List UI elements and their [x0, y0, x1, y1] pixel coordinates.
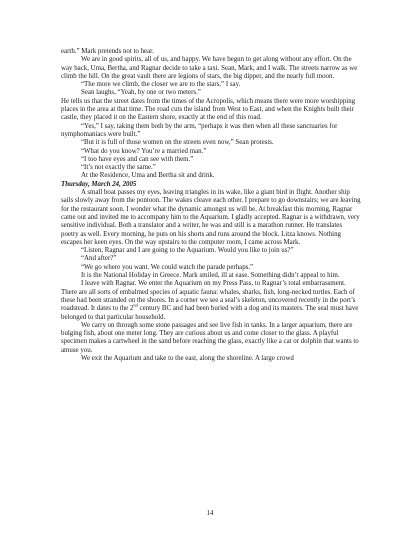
body-text — [61, 48, 361, 363]
paragraph-text: I leave with Ragnar. We enter the Aquarium on my Press Pass, to Ragnar’s total embarrassment. There are all sorts of embalmed species of aquatic fauna: whales, sharks, fish, long-necked turtles. Each of these had been stranded on the shores. In a corner we see a seal’s skeleton, uncovered recently in the port’s roadstead. It dates to the 2 — [61, 280, 356, 313]
superscript: nd — [133, 302, 138, 308]
paragraph: We are in good spirits, all of us, and happy. We have begun to get along without any effort. On the way back, Uma, Bertha, and Ragnar decide to take a taxi. Sean, Mark, and I walk. The streets narrow as we climb the hill. On the great vault there are legions of stars, the big dipper, and the nearly full moon. — [61, 56, 358, 80]
date-heading: Thursday, March 24, 2005 — [61, 180, 137, 188]
page-number: 14 — [206, 510, 214, 517]
paragraph-text: century BC and had been buried with a dog and its masters. The seal must have belonged to that particular household. — [61, 305, 359, 321]
paragraph: “The more we climb, the closer we are to the stars,” I say. — [81, 81, 241, 89]
paragraph: “I too have eyes and can see with them.” — [81, 155, 194, 163]
paragraph: At the Residence, Uma and Bertha sit and drink. — [81, 172, 215, 180]
paragraph: “It’s not exactly the same.” — [81, 164, 156, 172]
paragraph: Sean laughs, “Yeah, by one or two meters.” — [81, 89, 201, 97]
paragraph: “Listen, Ragnar and I are going to the Aquarium. Would you like to join us?” — [81, 247, 294, 255]
paragraph: “What do you know? You’re a married man.” — [81, 147, 207, 155]
paragraph: “And after?” — [81, 255, 117, 263]
paragraph: A small boat passes my eyes, leaving triangles in its wake, like a giant bird in flight. Another ship sails slowly away from the pontoon. The wakes cleave each other. I prepare to go downstairs; we are leaving for the restaurant soon. I wonder what the dynamic amongst us will be. At breakfast this morning, Ragnar came out and invited me to accompany him to the Aquarium. I gladly accepted. Ragnar is a withdrawn, very sensitive individual. Both a translator and a writer, he was and still is a marathon runner. He translates poetry as well. Every morning, he puts on his shorts and runs around the block. Litza knows. Nothing escapes her keen eyes. On the way upstairs to the computer room, I came across Mark. — [61, 189, 361, 246]
paragraph: He tells us that the street dates from the times of the Acropolis, which means there were more worshipping places in the area at that time. The road cuts the island from West to East, and when the Knights built their castle, they placed it on the Eastern shore, exactly at the end of this road. — [61, 97, 356, 122]
paragraph: “But it is full of those women on the streets even now,” Sean protests. — [81, 139, 274, 147]
paragraph: “Yes,” I say, taking them both by the arm, “perhaps it was then when all these sanctuaries for nymphomaniacs were built.” — [61, 122, 338, 138]
paragraph: It is the National Holiday in Greece. Mark smiled, ill at ease. Something didn’t appeal to him. — [81, 272, 340, 280]
paragraph: earth.” Mark pretends not to hear. — [61, 48, 154, 55]
paragraph: “We go where you want. We could watch the parade perhaps.” — [81, 263, 254, 271]
paragraph: We exit the Aquarium and take to the east, along the shoreline. A large crowd — [81, 354, 294, 362]
paragraph: We carry on through some stone passages and see live fish in tanks. In a larger aquarium, there are bulging fish, about one meter long. They are curious about us and come closer to the glass. A playful specimen makes a cartwheel in the sand before reaching the glass, exactly like a cat or dolphin that wants to amuse you. — [61, 321, 359, 354]
paragraph — [61, 280, 361, 321]
